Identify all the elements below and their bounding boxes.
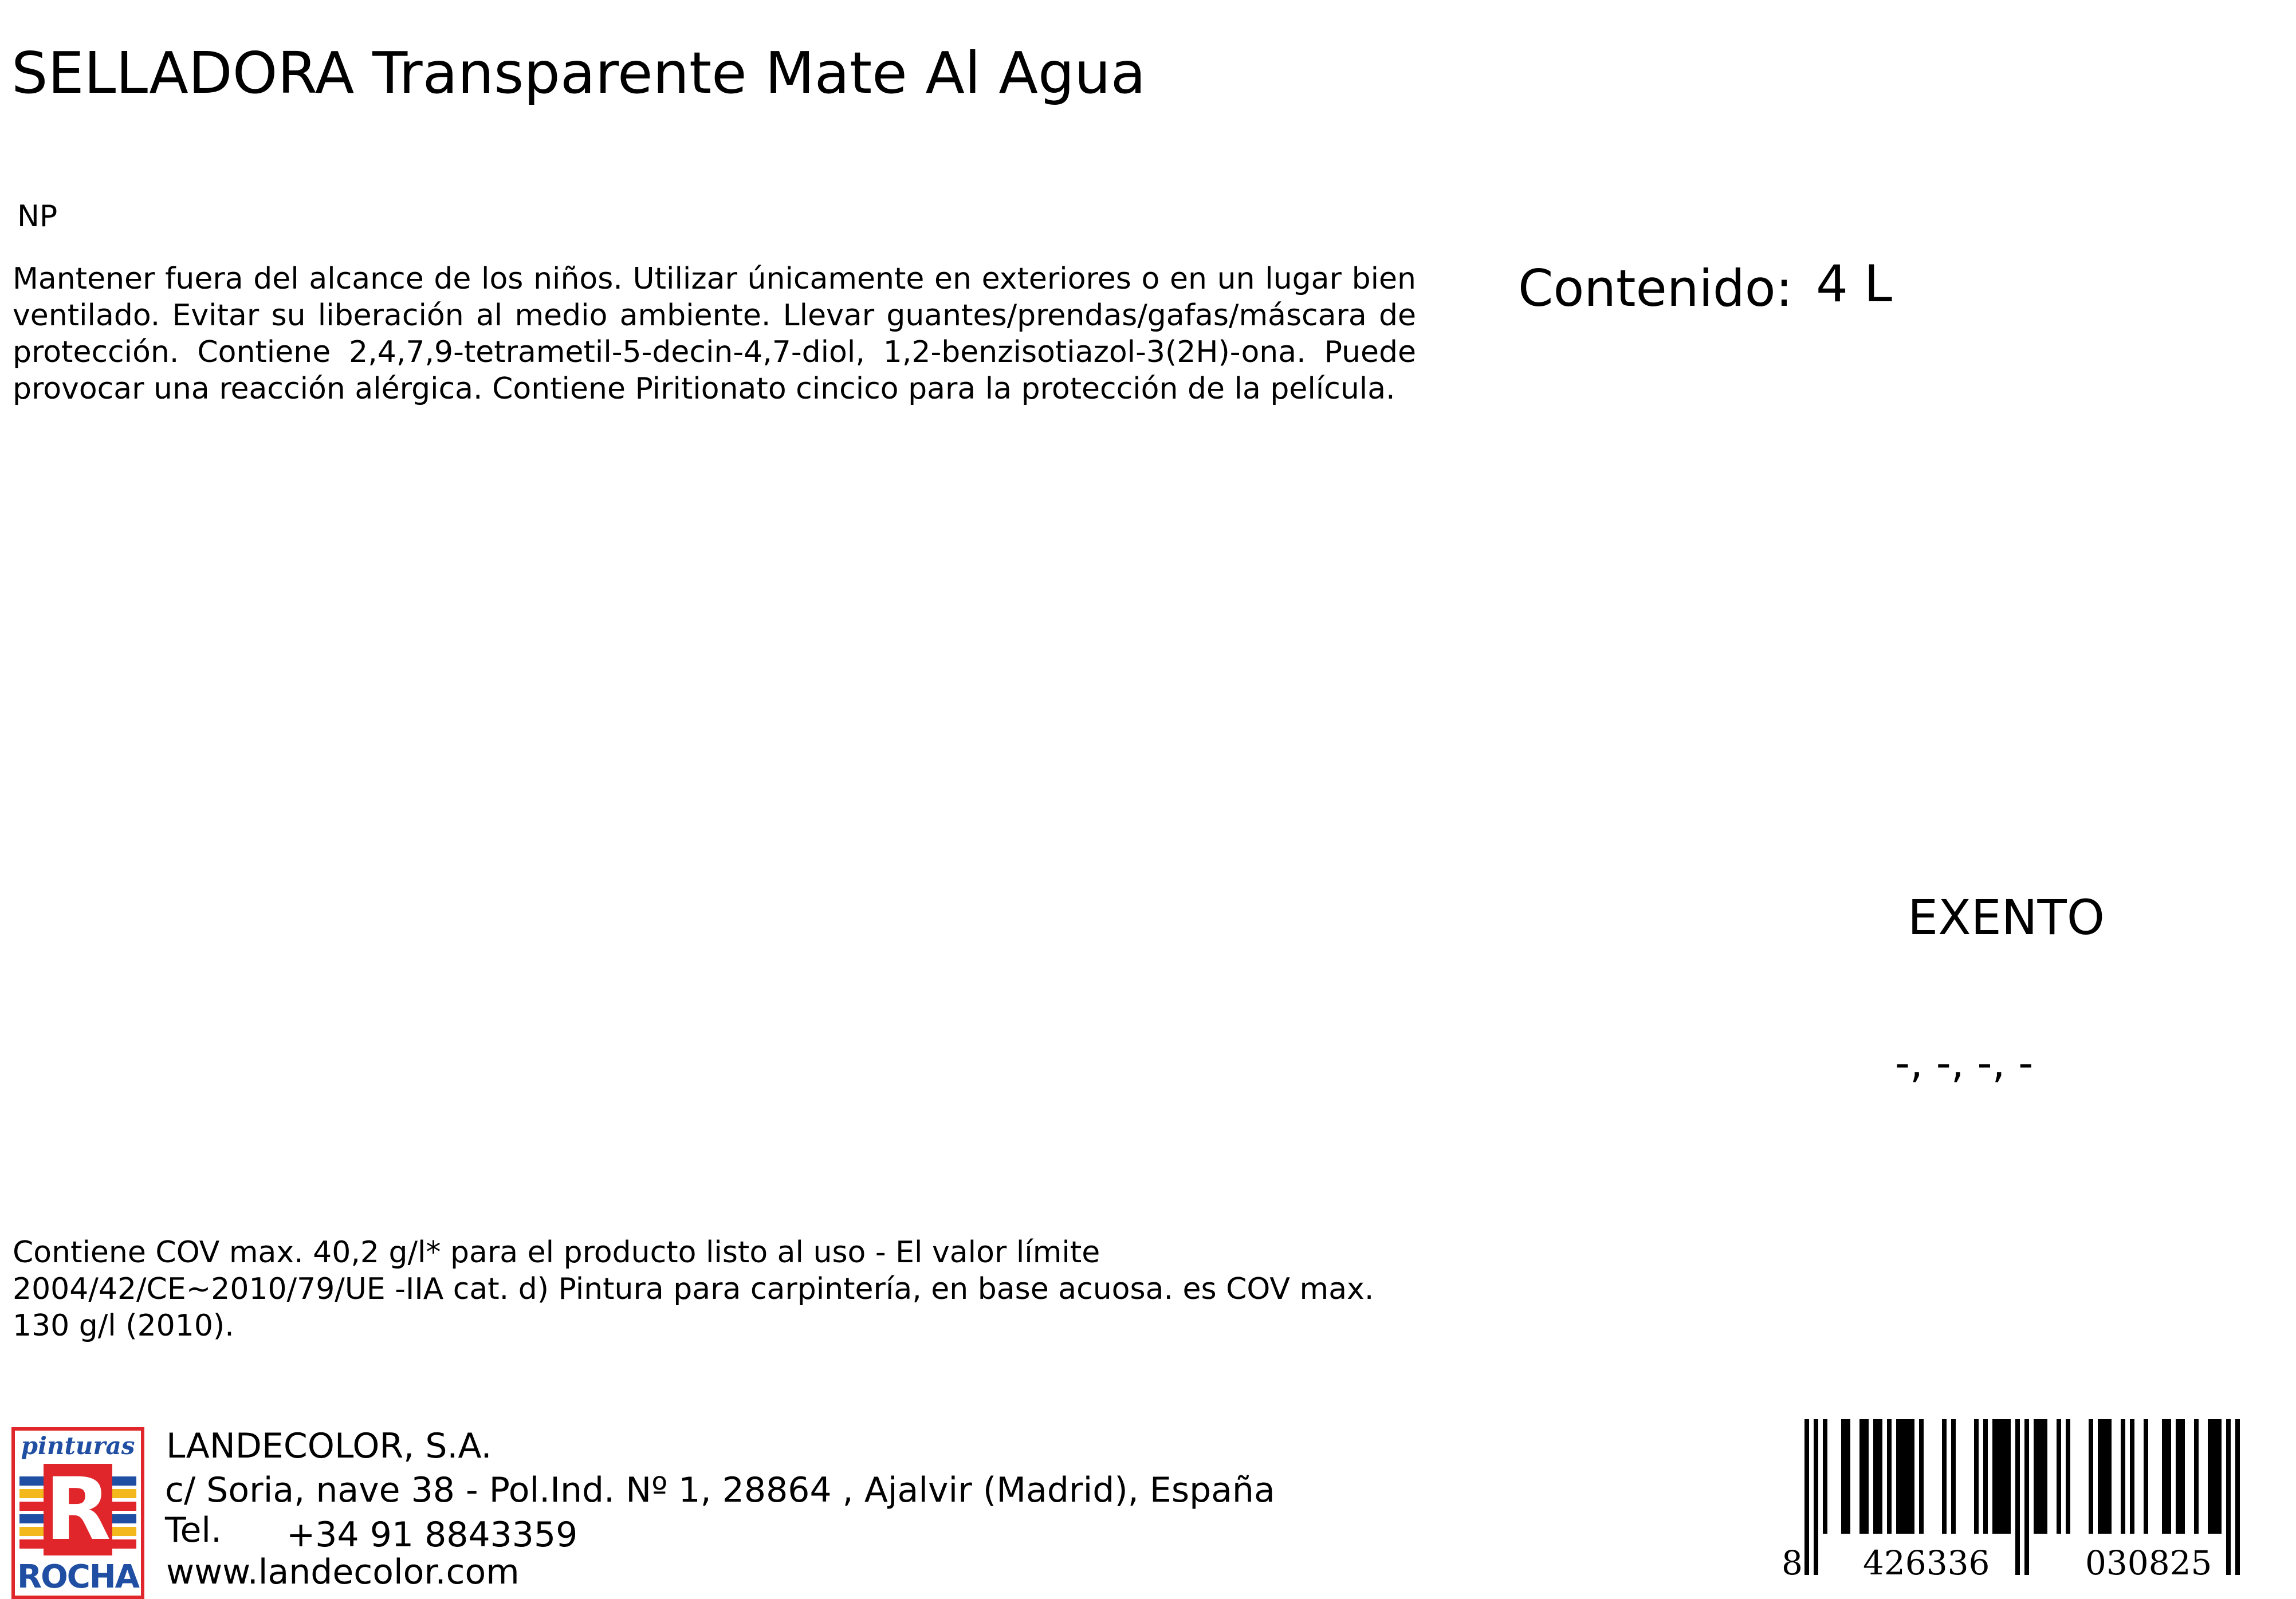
product-title: SELLADORA Transparente Mate Al Agua	[11, 40, 1146, 107]
barcode-guard-bar	[2015, 1419, 2020, 1575]
barcode-bar	[2130, 1419, 2134, 1534]
barcode-guard-bar	[2226, 1419, 2231, 1575]
safety-warnings: Mantener fuera del alcance de los niños. Utilizar únicamente en exteriores o en un lugar bien ventilado. Evitar su liberación al medio ambiente. Llevar guantes/prendas/gafas/máscara de protección. Contiene 2,4,7,9-tetrametil-5-decin-4,7-diol, 1,2-benzisotiazol-3(2H)-ona. Puede provocar una reacción alérgica. Contiene Piritionato cincico para la protección de la película.	[13, 262, 1416, 406]
company-website: www.landecolor.com	[166, 1552, 520, 1592]
barcode-bar	[2194, 1419, 2199, 1534]
company-name: LANDECOLOR, S.A.	[166, 1426, 492, 1466]
telephone-number: +34 91 8843359	[286, 1515, 578, 1555]
barcode-bar	[1919, 1419, 1924, 1534]
barcode-bar	[2167, 1419, 2171, 1534]
barcode-bar	[2066, 1419, 2070, 1534]
barcode-bar	[2006, 1419, 2011, 1534]
barcode-bar	[1823, 1419, 1827, 1534]
barcode-bar	[2043, 1419, 2047, 1534]
rocha-logo	[11, 1427, 144, 1599]
barcode-bar	[2162, 1419, 2167, 1534]
content-value: 4 L	[1816, 254, 1892, 313]
barcode-bar	[2180, 1419, 2185, 1534]
barcode-bar	[1896, 1419, 1901, 1534]
barcode-bar	[2208, 1419, 2212, 1534]
barcode-bar	[1878, 1419, 1882, 1534]
barcode-bar	[1873, 1419, 1878, 1534]
barcode-guard-bar	[2024, 1419, 2029, 1575]
barcode-bar	[2107, 1419, 2112, 1534]
barcode-bar	[1951, 1419, 1956, 1534]
barcode-first-digit: 8	[1782, 1543, 1803, 1582]
barcode-bar	[2098, 1419, 2102, 1534]
barcode-bar	[1910, 1419, 1914, 1534]
barcode-bar	[2038, 1419, 2043, 1534]
barcode-bar	[2102, 1419, 2107, 1534]
barcode-bar	[2176, 1419, 2180, 1534]
barcode-guard-bar	[1814, 1419, 1818, 1575]
barcode-bar	[1983, 1419, 1988, 1534]
logo-top-text: pinturas	[21, 1432, 135, 1460]
barcode-guard-bar	[2235, 1419, 2240, 1575]
product-code: NP	[17, 199, 58, 234]
barcode-bar	[1901, 1419, 1905, 1534]
barcode-bar	[1974, 1419, 1979, 1534]
company-address: c/ Soria, nave 38 - Pol.Ind. Nº 1, 28864 , Ajalvir (Madrid), España	[165, 1470, 1275, 1510]
barcode-bar	[2057, 1419, 2061, 1534]
classification-status: EXENTO	[1908, 889, 2105, 946]
barcode-bar	[2212, 1419, 2217, 1534]
telephone-label: Tel.	[165, 1510, 222, 1550]
ean-barcode	[1782, 1419, 2258, 1580]
barcode-bar	[1905, 1419, 1910, 1534]
barcode-bar	[1997, 1419, 2002, 1534]
barcode-left-group: 426336	[1857, 1546, 1995, 1580]
barcode-bar	[2034, 1419, 2038, 1534]
barcode-bar	[1942, 1419, 1947, 1534]
barcode-bar	[2144, 1419, 2148, 1534]
barcode-bar	[1859, 1419, 1864, 1534]
barcode-bar	[1887, 1419, 1892, 1534]
content-label: Contenido:	[1518, 259, 1793, 318]
barcode-bar	[2089, 1419, 2093, 1534]
barcode-bar	[1846, 1419, 1850, 1534]
barcode-bar	[2217, 1419, 2222, 1534]
logo-bottom-text: ROCHA	[17, 1558, 139, 1596]
barcode-bar	[2002, 1419, 2006, 1534]
barcode-guard-bar	[1804, 1419, 1809, 1575]
barcode-bar	[1992, 1419, 1997, 1534]
logo-letter: R	[44, 1464, 112, 1555]
barcode-bar	[1864, 1419, 1869, 1534]
classification-codes: -, -, -, -	[1895, 1039, 2034, 1087]
barcode-right-group: 030825	[2079, 1546, 2218, 1580]
voc-statement: Contiene COV max. 40,2 g/l* para el producto listo al uso - El valor límite 2004/42/CE~2010/79/UE -IIA cat. d) Pintura para carpintería, en base acuosa. es COV max. 130 g/l (2010).	[13, 1235, 1374, 1343]
barcode-bar	[1841, 1419, 1846, 1534]
barcode-bar	[2121, 1419, 2125, 1534]
